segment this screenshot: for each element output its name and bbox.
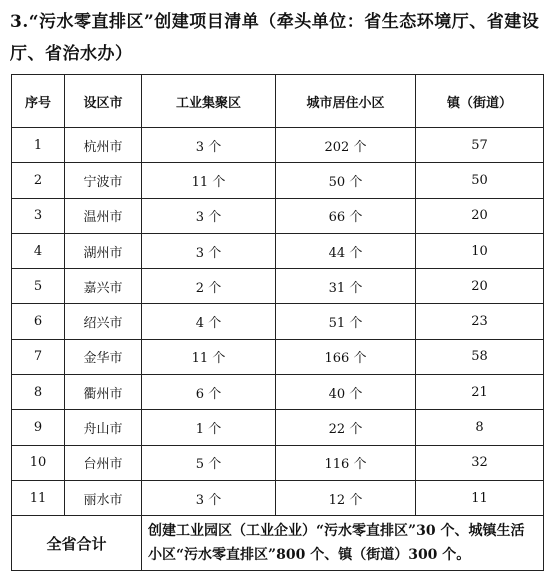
cell-town: 23 <box>416 304 544 339</box>
cell-residential: 116 个 <box>276 445 416 480</box>
cell-industrial: 2 个 <box>142 269 276 304</box>
cell-residential: 12 个 <box>276 480 416 515</box>
project-list-table <box>11 74 544 571</box>
total-label: 全省合计 <box>12 516 142 571</box>
cell-residential: 50 个 <box>276 163 416 198</box>
cell-industrial: 1 个 <box>142 410 276 445</box>
table-row <box>12 480 544 515</box>
cell-city: 宁波市 <box>65 163 142 198</box>
cell-industrial: 3 个 <box>142 198 276 233</box>
cell-city: 衢州市 <box>65 375 142 410</box>
cell-city: 湖州市 <box>65 233 142 268</box>
cell-city: 绍兴市 <box>65 304 142 339</box>
cell-residential: 22 个 <box>276 410 416 445</box>
cell-town: 57 <box>416 128 544 163</box>
cell-town: 50 <box>416 163 544 198</box>
cell-no: 11 <box>12 480 65 515</box>
total-description: 创建工业园区（工业企业）“污水零直排区”30 个、城镇生活小区“污水零直排区”800 个、镇（街道）300 个。 <box>142 516 544 571</box>
cell-industrial: 5 个 <box>142 445 276 480</box>
cell-city: 台州市 <box>65 445 142 480</box>
cell-city: 嘉兴市 <box>65 269 142 304</box>
cell-city: 舟山市 <box>65 410 142 445</box>
cell-town: 21 <box>416 375 544 410</box>
page-title: 3.“污水零直排区”创建项目清单（牵头单位：省生态环境厅、省建设厅、省治水办） <box>10 12 540 64</box>
cell-no: 8 <box>12 375 65 410</box>
cell-residential: 202 个 <box>276 128 416 163</box>
cell-city: 金华市 <box>65 339 142 374</box>
table-row <box>12 128 544 163</box>
column-header-no: 序号 <box>12 75 65 128</box>
cell-town: 10 <box>416 233 544 268</box>
table-row <box>12 269 544 304</box>
cell-no: 9 <box>12 410 65 445</box>
cell-no: 1 <box>12 128 65 163</box>
table-row <box>12 163 544 198</box>
column-header-city: 设区市 <box>65 75 142 128</box>
cell-no: 2 <box>12 163 65 198</box>
cell-industrial: 4 个 <box>142 304 276 339</box>
cell-no: 10 <box>12 445 65 480</box>
cell-no: 5 <box>12 269 65 304</box>
cell-industrial: 11 个 <box>142 163 276 198</box>
column-header-town: 镇（街道） <box>416 75 544 128</box>
cell-industrial: 6 个 <box>142 375 276 410</box>
table-row <box>12 445 544 480</box>
cell-residential: 31 个 <box>276 269 416 304</box>
cell-town: 20 <box>416 269 544 304</box>
cell-town: 58 <box>416 339 544 374</box>
cell-industrial: 11 个 <box>142 339 276 374</box>
cell-no: 7 <box>12 339 65 374</box>
cell-industrial: 3 个 <box>142 480 276 515</box>
column-header-residential: 城市居住小区 <box>276 75 416 128</box>
cell-residential: 66 个 <box>276 198 416 233</box>
cell-town: 8 <box>416 410 544 445</box>
cell-city: 丽水市 <box>65 480 142 515</box>
total-row <box>12 516 544 571</box>
cell-industrial: 3 个 <box>142 233 276 268</box>
cell-town: 32 <box>416 445 544 480</box>
cell-residential: 166 个 <box>276 339 416 374</box>
table-row <box>12 304 544 339</box>
cell-town: 20 <box>416 198 544 233</box>
cell-no: 4 <box>12 233 65 268</box>
cell-residential: 51 个 <box>276 304 416 339</box>
table-row <box>12 198 544 233</box>
cell-residential: 44 个 <box>276 233 416 268</box>
cell-industrial: 3 个 <box>142 128 276 163</box>
cell-town: 11 <box>416 480 544 515</box>
table-row <box>12 339 544 374</box>
cell-city: 温州市 <box>65 198 142 233</box>
table-header-row <box>12 75 544 128</box>
cell-no: 3 <box>12 198 65 233</box>
cell-residential: 40 个 <box>276 375 416 410</box>
table-row <box>12 410 544 445</box>
table-row <box>12 233 544 268</box>
cell-city: 杭州市 <box>65 128 142 163</box>
column-header-industrial: 工业集聚区 <box>142 75 276 128</box>
cell-no: 6 <box>12 304 65 339</box>
table-row <box>12 375 544 410</box>
